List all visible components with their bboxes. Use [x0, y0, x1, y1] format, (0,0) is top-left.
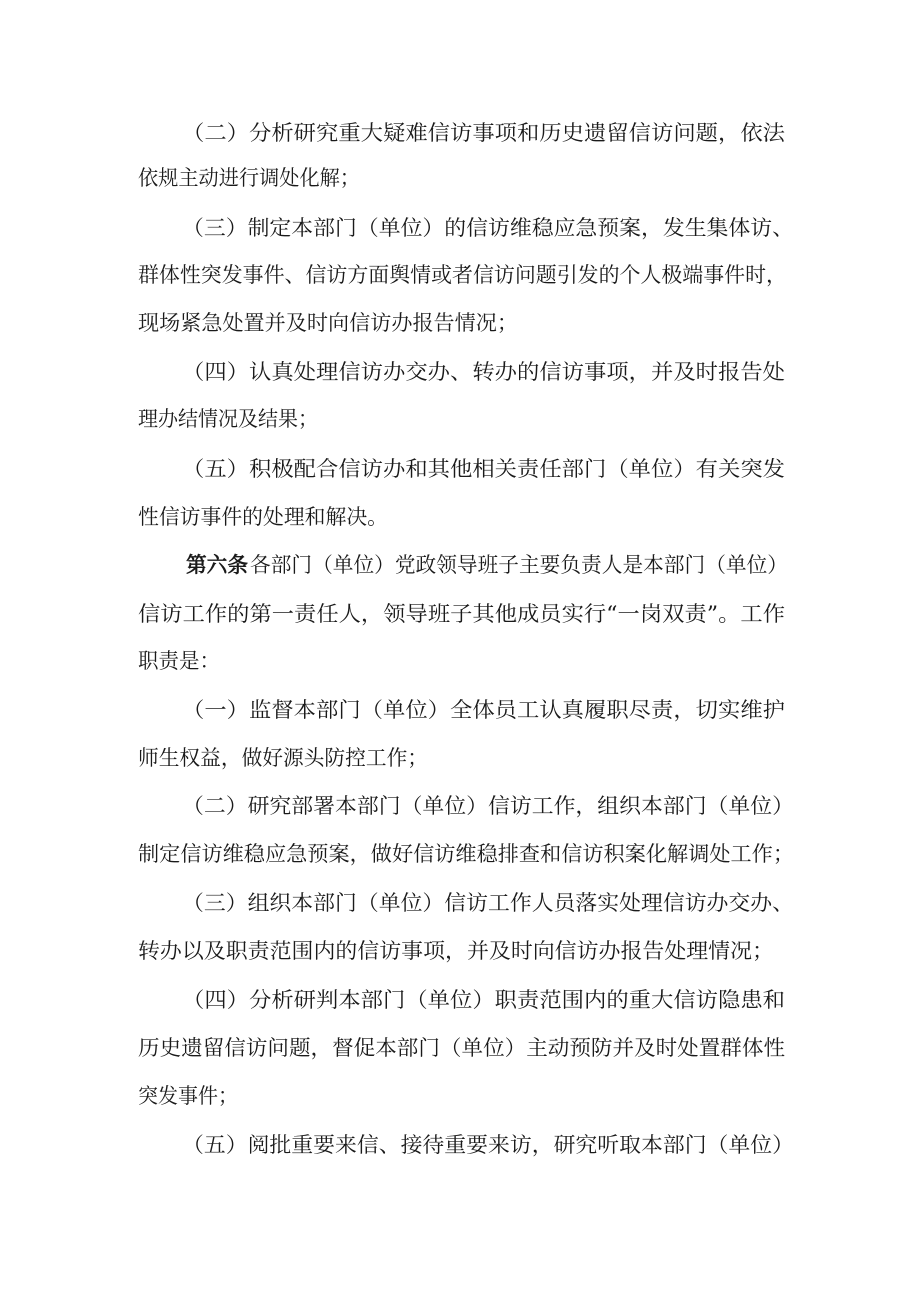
line-text: 制定信访维稳应急预案，做好信访维稳排查和信访积案化解调处工作； [138, 842, 795, 866]
line-text: （一）监督本部门（单位）全体员工认真履职尽责，切实维护 [182, 698, 786, 722]
paragraph-line [0, 738, 920, 778]
line-text: （五）积极配合信访办和其他相关责任部门（单位）有关突发 [182, 457, 786, 481]
paragraph-line [0, 641, 920, 681]
line-text: （二）研究部署本部门（单位）信访工作，组织本部门（单位） [182, 794, 794, 818]
paragraph-line [0, 980, 920, 1020]
paragraph-line [0, 834, 920, 874]
line-text: （四）认真处理信访办交办、转办的信访事项，并及时报告处 [182, 360, 786, 384]
line-text: （五）阅批重要来信、接待重要来访，研究听取本部门（单位） [182, 1133, 794, 1157]
article-line [0, 545, 920, 585]
paragraph-line [0, 1125, 920, 1165]
line-text: 历史遗留信访问题，督促本部门（单位）主动预防并及时处置群体性 [138, 1036, 786, 1060]
line-text: 理办结情况及结果； [138, 407, 319, 431]
line-text: 信访工作的第一责任人，领导班子其他成员实行“一岗双责”。工作 [138, 602, 786, 626]
line-text: 职责是： [138, 649, 221, 673]
paragraph-line [0, 786, 920, 826]
paragraph-line [0, 255, 920, 295]
paragraph-line [0, 352, 920, 392]
line-text: 性信访事件的处理和解决。 [138, 505, 389, 529]
paragraph-line [0, 497, 920, 537]
line-text: 现场紧急处置并及时向信访办报告情况； [138, 311, 519, 335]
paragraph-line [0, 1028, 920, 1068]
paragraph-line [0, 303, 920, 343]
paragraph-line [0, 449, 920, 489]
paragraph-line [0, 594, 920, 634]
paragraph-line [0, 208, 920, 248]
paragraph-line [0, 690, 920, 730]
paragraph-line [0, 931, 920, 971]
line-text: 各部门（单位）党政领导班子主要负责人是本部门（单位） [250, 553, 788, 577]
line-text: （三）组织本部门（单位）信访工作人员落实处理信访办交办、 [182, 891, 794, 915]
line-text: （二）分析研究重大疑难信访事项和历史遗留信访问题，依法 [182, 121, 786, 145]
line-text: （三）制定本部门（单位）的信访维稳应急预案，发生集体访、 [182, 216, 794, 240]
article-label: 第六条 [186, 552, 248, 577]
paragraph-line [0, 113, 920, 153]
paragraph-line [0, 399, 920, 439]
paragraph-line [0, 158, 920, 198]
line-text: 师生权益，做好源头防控工作； [138, 746, 429, 770]
paragraph-line [0, 1076, 920, 1116]
line-text: （四）分析研判本部门（单位）职责范围内的重大信访隐患和 [182, 988, 786, 1012]
paragraph-line [0, 883, 920, 923]
line-text: 突发事件； [138, 1084, 239, 1108]
line-text: 群体性突发事件、信访方面舆情或者信访问题引发的个人极端事件时， [138, 263, 787, 287]
line-text: 转办以及职责范围内的信访事项，并及时向信访办报告处理情况； [138, 939, 774, 963]
line-text: 依规主动进行调处化解； [138, 166, 360, 190]
